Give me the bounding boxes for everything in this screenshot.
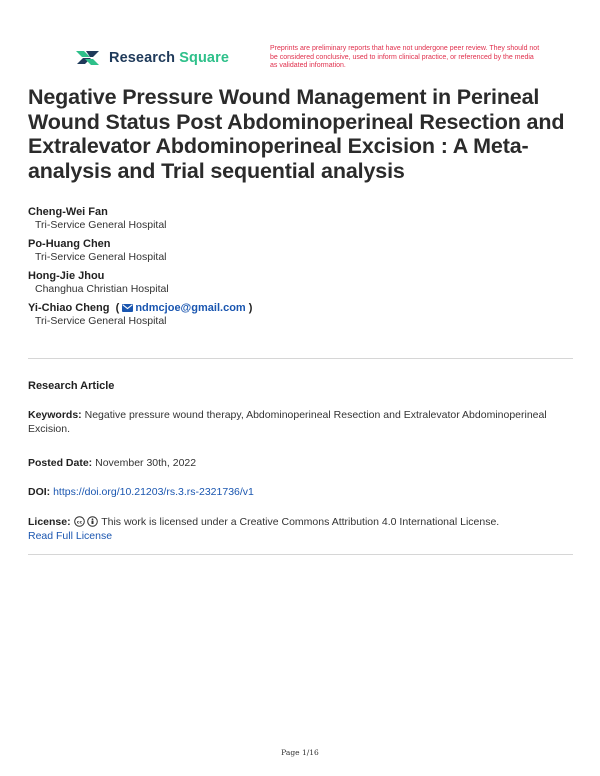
preprint-notice: Preprints are preliminary reports that have not undergone peer review. They should not be considered conclusive, used to inform clinical practice, or referenced by the media as validated information.	[270, 45, 540, 69]
doi-link[interactable]: https://doi.org/10.21203/rs.3.rs-2321736/v1	[53, 486, 254, 498]
logo-word-research: Research	[109, 50, 176, 66]
license-label: License:	[28, 516, 71, 528]
envelope-icon	[122, 304, 133, 312]
paper-title: Negative Pressure Wound Management in Perineal Wound Status Post Abdominoperineal Resection and Extralevator Abdominoperineal Excision : A Meta-analysis and Trial sequential analysis	[28, 85, 565, 183]
article-type: Research Article	[28, 380, 115, 392]
posted-date-label: Posted Date:	[28, 457, 93, 469]
logo-wordmark	[109, 50, 229, 66]
read-full-license-link[interactable]: Read Full License	[28, 530, 113, 542]
author-name: Cheng-Wei Fan	[28, 206, 108, 218]
license-text: This work is licensed under a Creative Commons Attribution 4.0 International License.	[101, 516, 500, 528]
svg-text:cc: cc	[76, 520, 82, 526]
posted-date-value: November 30th, 2022	[95, 457, 197, 469]
corresponding-author: Yi-Chiao Cheng ( ndmcjoe@gmail.com )	[28, 302, 253, 314]
divider	[28, 554, 573, 555]
keywords-label: Keywords:	[28, 409, 82, 421]
cc-icon	[74, 516, 85, 527]
posted-date-row	[28, 456, 573, 470]
divider	[28, 358, 573, 359]
author-list	[28, 205, 573, 333]
author-affiliation: Tri-Service General Hospital	[35, 219, 167, 231]
research-square-logo-icon	[74, 47, 101, 69]
license-row	[28, 515, 573, 543]
author-name: Hong-Jie Jhou	[28, 270, 105, 282]
author-email-link[interactable]	[122, 302, 245, 314]
author-affiliation: Tri-Service General Hospital	[35, 251, 167, 263]
doi-label: DOI:	[28, 486, 51, 498]
author-entry	[28, 237, 573, 264]
author-affiliation: Changhua Christian Hospital	[35, 283, 169, 295]
by-icon	[87, 516, 98, 527]
author-name: Po-Huang Chen	[28, 238, 111, 250]
doi-row	[28, 485, 573, 499]
article-type-row	[28, 379, 573, 393]
author-email: ndmcjoe@gmail.com	[135, 302, 246, 314]
keywords-row	[28, 408, 573, 436]
author-entry	[28, 205, 573, 232]
page-number: Page 1/16	[281, 748, 319, 757]
keywords-value: Negative pressure wound therapy, Abdominoperineal Resection and Extralevator Abdominoperineal Excision.	[28, 409, 547, 435]
author-name: Yi-Chiao Cheng	[28, 302, 110, 314]
logo-word-square: Square	[179, 50, 229, 66]
research-square-logo	[74, 47, 229, 69]
author-entry	[28, 301, 573, 328]
author-affiliation: Tri-Service General Hospital	[35, 315, 167, 327]
author-entry	[28, 269, 573, 296]
